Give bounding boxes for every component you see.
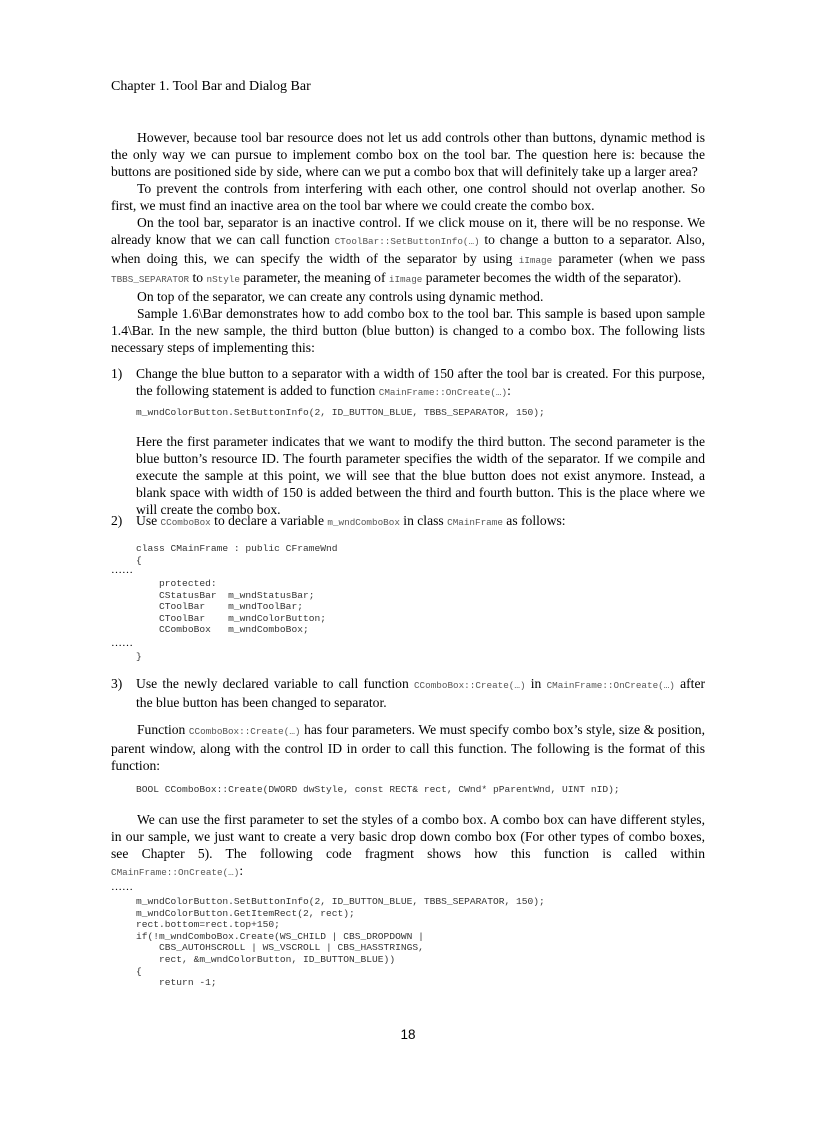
text: to xyxy=(189,270,207,285)
function-description xyxy=(111,721,705,774)
step-1-explanation xyxy=(111,433,705,518)
text: in xyxy=(525,676,547,691)
text: Use xyxy=(136,513,161,528)
step-text xyxy=(136,512,705,531)
inline-code: iImage xyxy=(518,255,553,266)
step-text xyxy=(136,365,705,401)
inline-code: CMainFrame xyxy=(447,517,503,528)
text: On the tool bar, separator is an inactive control. If we click mouse on it, there will be no response. We already know that we can call function xyxy=(111,215,705,247)
inline-code: TBBS_SEPARATOR xyxy=(111,274,190,285)
paragraph: On top of the separator, we can create any controls using dynamic method. xyxy=(137,289,544,304)
step-number: 3) xyxy=(111,676,123,691)
intro-section xyxy=(111,129,705,356)
text: has four parameters. We must specify combo box’s style, size & position, parent window, along with the control ID in order to call this function. The following is the format of this function: xyxy=(111,722,705,773)
code-block: m_wndColorButton.SetButtonInfo(2, ID_BUTTON_BLUE, TBBS_SEPARATOR, 150); m_wndColorButton.GetItemRect(2, rect); rect.bottom=rect.top+150; if(!m_wndComboBox.Create(WS_CHILD | CBS_DROPDOWN | CBS_AUTOHSCROLL | WS_VSCROLL | CBS_HASSTRINGS, rect, &m_wndColorButton, ID_BUTTON_BLUE)) { return -1; xyxy=(136,896,545,989)
text: parameter (when we pass xyxy=(552,251,705,266)
text: We can use the first parameter to set the styles of a combo box. A combo box can have different styles, in our sample, we just want to create a very basic drop down combo box (For other types of combo boxes, see Chapter 5). The following code fragment shows how this function is called within xyxy=(111,812,705,861)
ellipsis-marker: …… xyxy=(111,564,133,576)
text: parameter becomes the width of the separator). xyxy=(422,270,682,285)
paragraph: To prevent the controls from interfering with each other, one control should not overlap another. So first, we must find an inactive area on the tool bar where we could create the combo box. xyxy=(111,181,705,213)
text: after the blue button has been changed to separator. xyxy=(136,676,705,710)
paragraph: Sample 1.6\Bar demonstrates how to add combo box to the tool bar. This sample is based upon sample 1.4\Bar. In the new sample, the third button (blue button) is changed to a combo box. The following lists necessary steps of implementing this: xyxy=(111,306,705,355)
ellipsis-marker: …… xyxy=(111,881,133,893)
page-number: 18 xyxy=(400,1027,416,1042)
step-3 xyxy=(111,675,705,711)
inline-code: CComboBox xyxy=(160,517,211,528)
text: parameter, the meaning of xyxy=(239,270,389,285)
text: as follows: xyxy=(502,513,566,528)
step-text xyxy=(136,675,705,711)
text: : xyxy=(507,383,511,398)
paragraph xyxy=(111,214,705,288)
text: to declare a variable xyxy=(210,513,328,528)
text: : xyxy=(239,863,244,878)
paragraph xyxy=(111,721,705,774)
chapter-header: Chapter 1. Tool Bar and Dialog Bar xyxy=(111,79,311,94)
inline-code: CToolBar::SetButtonInfo(…) xyxy=(334,236,480,247)
code-block: protected: CStatusBar m_wndStatusBar; CToolBar m_wndToolBar; CToolBar m_wndColorButton; CComboBox m_wndComboBox; xyxy=(159,578,326,636)
text: in class xyxy=(399,513,448,528)
inline-code: nStyle xyxy=(206,274,240,285)
code-block: BOOL CComboBox::Create(DWORD dwStyle, const RECT& rect, CWnd* pParentWnd, UINT nID); xyxy=(136,784,620,795)
code-block: } xyxy=(136,651,142,662)
inline-code: m_wndComboBox xyxy=(327,517,400,528)
step-1 xyxy=(111,365,705,401)
ellipsis-marker: …… xyxy=(111,637,133,649)
inline-code: CMainFrame::OnCreate(…) xyxy=(378,387,508,398)
inline-code: iImage xyxy=(388,274,423,285)
paragraph xyxy=(111,811,705,881)
inline-code: CComboBox::Create(…) xyxy=(413,680,526,691)
code-block: class CMainFrame : public CFrameWnd { xyxy=(136,543,338,566)
styles-description xyxy=(111,811,705,881)
paragraph: However, because tool bar resource does not let us add controls other than buttons, dynamic method is the only way we can pursue to implement combo box on the tool bar. The question here is: because the buttons are positioned side by side, where can we put a combo box that will definitely take up a larger area? xyxy=(111,130,705,179)
inline-code: CMainFrame::OnCreate(…) xyxy=(111,867,240,878)
step-number: 2) xyxy=(111,513,123,528)
step-text: Here the first parameter indicates that we want to modify the third button. The second parameter is the blue button’s resource ID. The fourth parameter specifies the width of the separator. If we compile and execute the sample at this point, we will see that the blue button does not exist anymore. Instead, a blank space with width of 150 is added between the third and fourth button. This is the place where we will create the combo box. xyxy=(136,434,705,517)
step-number: 1) xyxy=(111,366,123,381)
text: Change the blue button to a separator with a width of 150 after the tool bar is created. For this purpose, the following statement is added to function xyxy=(136,366,705,398)
text: to change a button to a separator. Also, when doing this, we can specify the width of the separator by using xyxy=(111,232,705,266)
step-2 xyxy=(111,512,705,531)
code-block: m_wndColorButton.SetButtonInfo(2, ID_BUTTON_BLUE, TBBS_SEPARATOR, 150); xyxy=(136,407,545,418)
text: Use the newly declared variable to call function xyxy=(136,676,414,691)
inline-code: CComboBox::Create(…) xyxy=(188,726,301,737)
inline-code: CMainFrame::OnCreate(…) xyxy=(546,680,675,691)
text: Function xyxy=(137,722,189,737)
